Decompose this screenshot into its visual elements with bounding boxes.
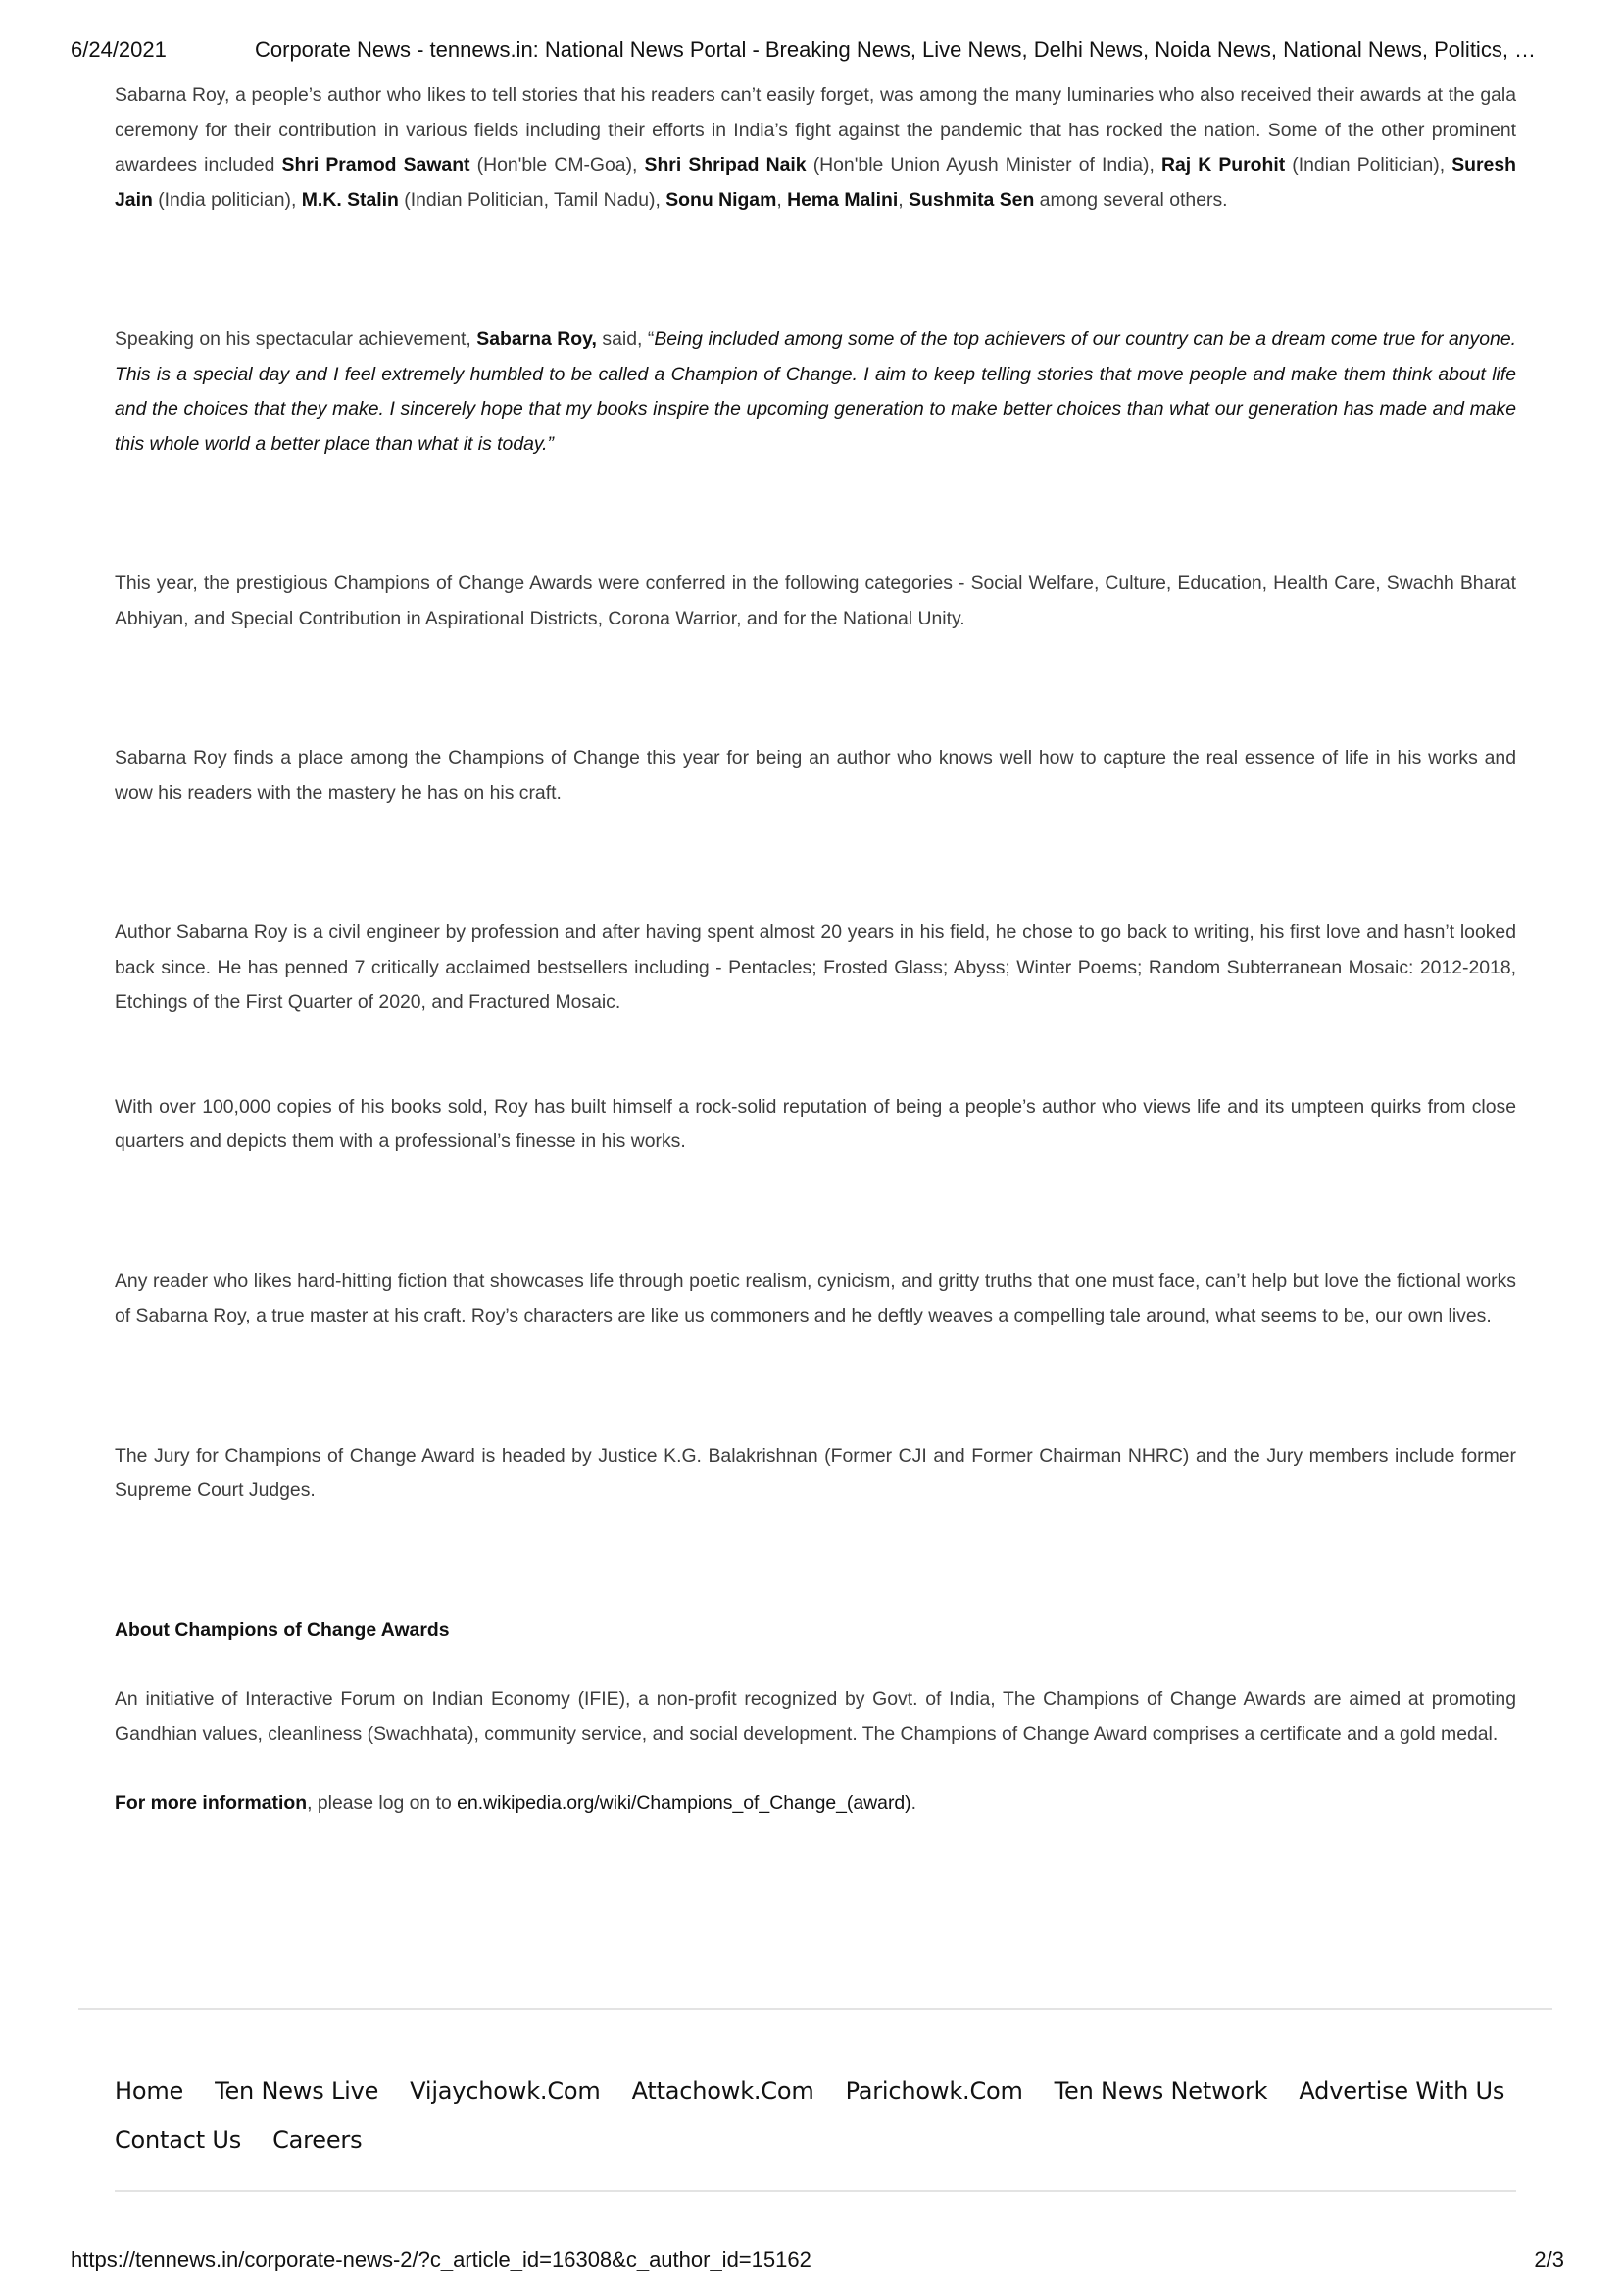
awardee-name: M.K. Stalin <box>301 188 399 211</box>
author-name: Sabarna Roy, <box>476 328 597 350</box>
footer-link-attachowk[interactable]: Attachowk.Com <box>631 2077 814 2105</box>
awardee-name: Raj K Purohit <box>1160 154 1286 175</box>
footer-link-ten-news-network[interactable]: Ten News Network <box>1054 2077 1268 2105</box>
paragraph-jury: The Jury for Champions of Change Award is headed by Justice K.G. Balakrishnan (Former CJI and Former Chairman NHRC) and the Jury members include former Supreme Court Judges. <box>115 1444 1516 1501</box>
more-info-label: For more information <box>115 1792 308 1814</box>
about-heading: About Champions of Change Awards <box>115 1619 450 1641</box>
print-date: 6/24/2021 <box>71 37 167 62</box>
print-page-title: Corporate News - tennews.in: National News Portal - Breaking News, Live News, Delhi News, Noida News, National News, Politics, … <box>255 37 1537 62</box>
paragraph-profession: Author Sabarna Roy is a civil engineer by profession and after having spent almost 20 years in his field, he chose to go back to writing, his first love and hasn’t looked back since. He has penned 7 critically acclaimed bestsellers including - Pentacles; Frosted Glass; Abyss; Winter Poems; Random Subterranean Mosaic: 2012-2018, Etchings of the First Quarter of 2020, and Fractured Mosaic. <box>115 922 1516 1013</box>
paragraph-readers: Any reader who likes hard-hitting fiction that showcases life through poetic realism, cynicism, and gritty truths that one must face, can’t help but love the fictional works of Sabarna Roy, a true master at his craft. Roy’s characters are like us commoners and he deftly weaves a compelling tale around, what seems to be, our own lives. <box>115 1270 1516 1326</box>
footer-link-contact[interactable]: Contact Us <box>115 2126 242 2154</box>
footer-link-advertise[interactable]: Advertise With Us <box>1299 2077 1505 2105</box>
footer-divider-bottom <box>115 2190 1516 2192</box>
paragraph-about: An initiative of Interactive Forum on Indian Economy (IFIE), a non-profit recognized by Govt. of India, The Champions of Change Awards are aimed at promoting Gandhian values, cleanliness (Swachhata), community service, and social development. The Champions of Change Award comprises a certificate and a gold medal. <box>115 1688 1516 1745</box>
awardee-name: Shri Pramod Sawant <box>281 154 470 175</box>
footer-link-careers[interactable]: Careers <box>272 2126 363 2154</box>
footer-divider-top <box>78 2008 1552 2010</box>
paragraph-categories: This year, the prestigious Champions of Change Awards were conferred in the following categories - Social Welfare, Culture, Education, Health Care, Swachh Bharat Abhiyan, and Special Contribution in Aspirational Districts, Corona Warrior, and for the National Unity. <box>115 573 1516 629</box>
print-url: https://tennews.in/corporate-news-2/?c_article_id=16308&c_author_id=15162 <box>71 2247 812 2271</box>
page-number: 2/3 <box>1534 2247 1564 2271</box>
author-quote: Being included among some of the top achievers of our country can be a dream come true for anyone. This is a special day and I feel extremely humbled to be called a Champion of Change. I aim to keep telling stories that move people and make them think about life and the choices that they make. I sincerely hope that my books inspire the upcoming generation to make better choices than what our generation has made and make this whole world a better place than what it is today.” <box>115 328 1516 455</box>
footer-nav <box>115 2067 1565 2165</box>
paragraph-more-info: For more information, please log on to en.wikipedia.org/wiki/Champions_of_Change_(award). <box>115 1792 917 1814</box>
awardee-name: Suresh Jain <box>115 154 1516 211</box>
print-header <box>71 37 1564 69</box>
footer-link-ten-news-live[interactable]: Ten News Live <box>215 2077 379 2105</box>
awardee-name: Sushmita Sen <box>909 188 1035 211</box>
paragraph-place: Sabarna Roy finds a place among the Champions of Change this year for being an author who knows well how to capture the real essence of life in his works and wow his readers with the mastery he has on his craft. <box>115 747 1516 804</box>
awardee-name: Shri Shripad Naik <box>644 154 807 175</box>
wikipedia-link[interactable]: en.wikipedia.org/wiki/Champions_of_Change_(award) <box>457 1792 911 1814</box>
footer-link-vijaychowk[interactable]: Vijaychowk.Com <box>410 2077 601 2105</box>
paragraph-awardees: Sabarna Roy, a people’s author who likes to tell stories that his readers can’t easily forget, was among the many luminaries who also received their awards at the gala ceremony for their contribution in various fields including their efforts in India’s fight against the pandemic that has rocked the nation. Some of the other prominent awardees included Shri Pramod Sawant (Hon'ble CM-Goa), Shri Shripad Naik (Hon'ble Union Ayush Minister of India), Raj K Purohit (Indian Politician), Suresh Jain (India politician), M.K. Stalin (Indian Politician, Tamil Nadu), Sonu Nigam, Hema Malini, Sushmita Sen among several others. <box>115 84 1516 211</box>
awardee-name: Sonu Nigam <box>665 188 777 211</box>
footer-link-home[interactable]: Home <box>115 2077 184 2105</box>
paragraph-copies-sold: With over 100,000 copies of his books sold, Roy has built himself a rock-solid reputation of being a people’s author who views life and its umpteen quirks from close quarters and depicts them with a professional’s finesse in his works. <box>115 1095 1516 1152</box>
awardee-name: Hema Malini <box>787 188 899 211</box>
paragraph-quote: Speaking on his spectacular achievement, Sabarna Roy, said, “Being included among some of the top achievers of our country can be a dream come true for anyone. This is a special day and I feel extremely humbled to be called a Champion of Change. I aim to keep telling stories that move people and make them think about life and the choices that they make. I sincerely hope that my books inspire the upcoming generation to make better choices than what our generation has made and make this whole world a better place than what it is today.” <box>115 328 1516 455</box>
footer-link-parichowk[interactable]: Parichowk.Com <box>845 2077 1023 2105</box>
article-body <box>115 78 1516 1822</box>
print-footer <box>71 2247 1564 2276</box>
